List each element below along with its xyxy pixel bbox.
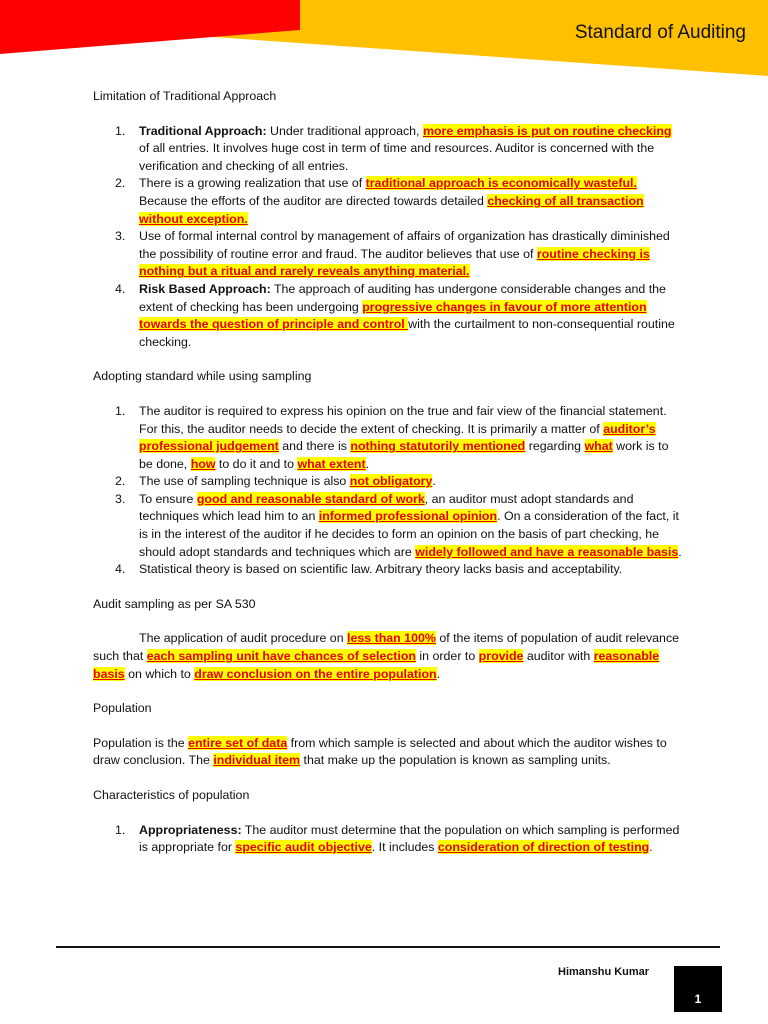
list-item: 1. The auditor is required to express his opinion on the true and fair view of the financial statement. For this, the auditor needs to decide the extent of checking. It is primarily a matter of auditor’s professional judgement and there is nothing statutorily mentioned regarding what work is to be done, how to do it and to what extent. — [115, 403, 669, 471]
page-number: 1 — [694, 992, 702, 1006]
highlight: draw conclusion on the entire population — [194, 666, 437, 681]
footer-author: Himanshu Kumar — [558, 966, 650, 978]
highlight: consideration of direction of testing — [437, 840, 650, 855]
document-body — [93, 88, 683, 857]
highlight: routine checking is nothing but a ritual and rarely reveals anything material. — [139, 246, 650, 279]
adopting-standard-list — [93, 403, 683, 579]
list-item: 3. Use of formal internal control by management of affairs of organization has drastically diminished the possibility of routine error and fraud. The auditor believes that use of routine checking is nothing but a ritual and rarely reveals anything material. — [115, 229, 670, 279]
section-heading-limitation: Limitation of Traditional Approach — [93, 89, 277, 103]
highlight: how — [190, 456, 216, 471]
section-heading-adopting-standard: Adopting standard while using sampling — [93, 369, 312, 384]
highlight: more emphasis is put on routine checking — [422, 123, 672, 138]
section-heading-population: Population — [93, 701, 152, 716]
highlight: good and reasonable standard of work — [196, 491, 425, 506]
list-item: 3. To ensure good and reasonable standard of work, an auditor must adopt standards and techniques which lead him to an informed professional opinion. On a consideration of the fact, it is in the interest of the auditor if he decides to form an opinion on the basis of part checking, he should adopt standards and techniques which are widely followed and have a reasonable basis. — [115, 491, 682, 559]
highlight: auditor’s professional judgement — [139, 421, 656, 454]
list-item: 1. Traditional Approach: Under traditional approach, more emphasis is put on routine checking of all entries. It involves huge cost in term of time and resources. Auditor is concerned with the verification and checking of all entries. — [115, 123, 672, 173]
list-item: 2. The use of sampling technique is also not obligatory. — [115, 474, 436, 489]
highlight: checking of all transaction without exception. — [139, 193, 644, 226]
highlight: not obligatory — [349, 474, 433, 489]
highlight: each sampling unit have chances of selection — [146, 649, 416, 664]
section-heading-audit-sampling: Audit sampling as per SA 530 — [93, 596, 256, 611]
highlight: progressive changes in favour of more attention towards the question of principle and control — [139, 299, 647, 332]
audit-sampling-paragraph: The application of audit procedure on less than 100% of the items of population of audit relevance such that each sampling unit have chances of selection in order to provide auditor with reasonable basis on which to draw conclusion on the entire population. — [93, 631, 680, 681]
page-number-box — [674, 966, 722, 1012]
highlight: nothing statutorily mentioned — [350, 439, 526, 454]
banner-red-wedge — [0, 0, 300, 54]
list-item: 2. There is a growing realization that use of traditional approach is economically wasteful. Because the efforts of the auditor are directed towards detailed checking of all transaction without exception. — [115, 176, 644, 226]
header-title: Standard of Auditing — [574, 22, 746, 43]
characteristics-list — [93, 822, 683, 857]
highlight: individual item — [213, 753, 301, 768]
highlight: specific audit objective — [235, 840, 372, 855]
list-item: 1. Appropriateness: The auditor must determine that the population on which sampling is performed is appropriate for specific audit objective. It includes consideration of direction of testing. — [115, 822, 680, 855]
section-heading-characteristics: Characteristics of population — [93, 788, 250, 802]
highlight: entire set of data — [188, 735, 288, 750]
highlight: traditional approach is economically wasteful. — [365, 176, 637, 191]
highlight: provide — [478, 649, 524, 664]
population-paragraph: Population is the entire set of data from which sample is selected and about which the auditor wishes to draw conclusion. The individual item that make up the population is known as sampling units. — [93, 735, 667, 768]
highlight: less than 100% — [347, 631, 436, 646]
footer-divider — [56, 946, 720, 948]
highlight: informed professional opinion — [318, 509, 498, 524]
limitation-list — [93, 123, 683, 352]
highlight: what — [584, 439, 613, 454]
list-item: 4. Risk Based Approach: The approach of auditing has undergone considerable changes and the extent of checking has been undergoing progressive changes in favour of more attention towards the question of principle and control with the curtailment to non-consequential routine checking. — [115, 281, 675, 349]
highlight: widely followed and have a reasonable basis — [415, 544, 679, 559]
highlight: what extent — [297, 456, 366, 471]
highlight: reasonable basis — [93, 649, 660, 681]
list-item: 4. Statistical theory is based on scientific law. Arbitrary theory lacks basis and acceptability. — [115, 562, 623, 577]
